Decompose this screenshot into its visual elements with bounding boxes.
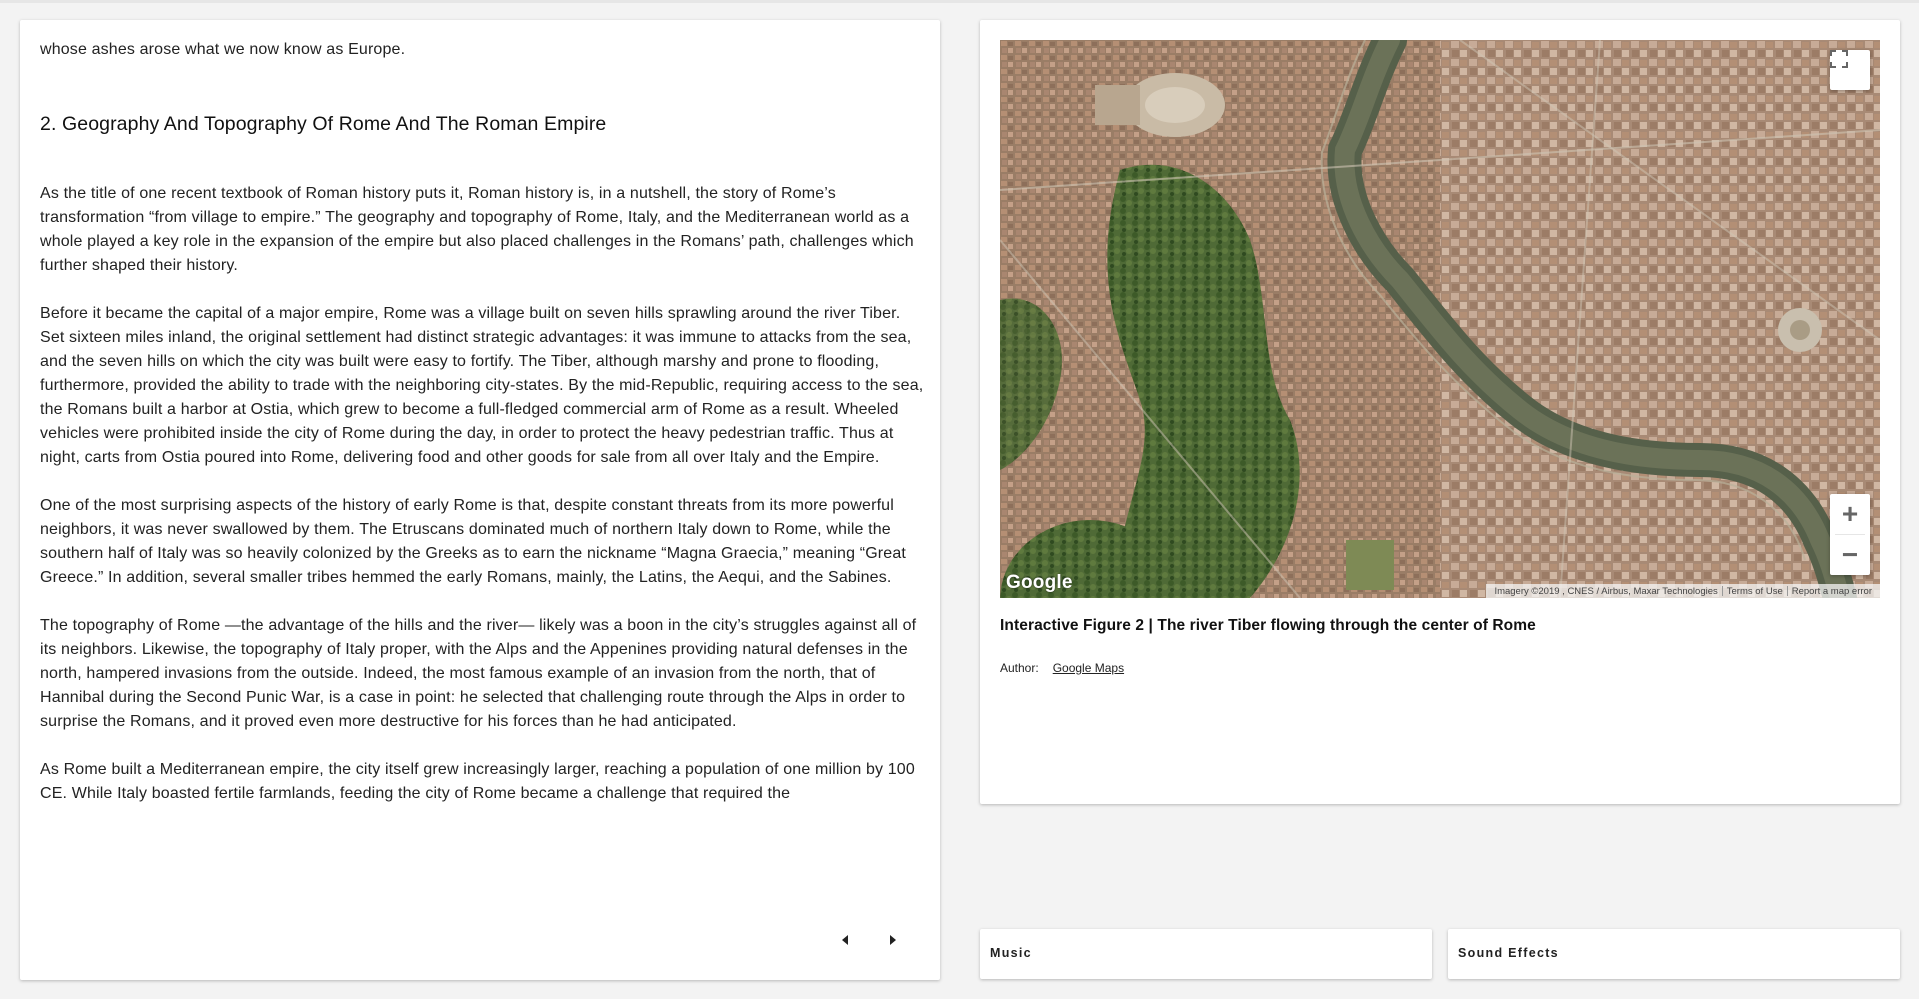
figure-card: [980, 20, 1900, 804]
page-navigation: [834, 930, 904, 950]
fullscreen-icon: [1830, 50, 1848, 68]
top-bar: [0, 0, 1919, 3]
plus-icon: +: [1841, 498, 1859, 529]
previous-page-button[interactable]: [834, 930, 856, 950]
music-panel[interactable]: [980, 929, 1432, 979]
article-paragraph: Before it became the capital of a major empire, Rome was a village built on seven hills sprawling around the river Tiber. Set sixteen miles inland, the original settlement had distinct strategic advantages: it was immune to attacks from the sea, and the seven hills on which the city was built were easy to fortify. The Tiber, although marshy and prone to flooding, furthermore, provided the ability to trade with the neighboring city-states. By the mid-Republic, requiring access to the sea, the Romans built a harbor at Ostia, which grew to become a full-fledged commercial arm of Rome as a result. Wheeled vehicles were prohibited inside the city of Rome during the day, in order to protect the heavy pedestrian traffic. Thus at night, carts from Ostia poured into Rome, delivering food and other goods for sale from all over Italy and the Empire.: [40, 305, 924, 466]
report-map-error-link[interactable]: Report a map error: [1791, 585, 1872, 597]
zoom-in-button[interactable]: [1830, 494, 1870, 534]
next-page-button[interactable]: [882, 930, 904, 950]
zoom-out-button[interactable]: [1830, 535, 1870, 575]
article-paragraph: As Rome built a Mediterranean empire, the city itself grew increasingly larger, reaching a population of one million by 100 CE. While Italy boasted fertile farmlands, feeding the city of Rome became a challenge that required the: [40, 761, 915, 802]
music-label: Music: [990, 946, 1032, 960]
author-link[interactable]: Google Maps: [1052, 661, 1125, 675]
sound-effects-label: Sound Effects: [1458, 946, 1559, 960]
satellite-imagery: [1000, 40, 1880, 598]
google-logo[interactable]: Google: [1006, 572, 1073, 593]
fullscreen-button[interactable]: [1830, 50, 1870, 90]
article-content[interactable]: [40, 38, 925, 904]
article-paragraph: As the title of one recent textbook of Roman history puts it, Roman history is, in a nutshell, the story of Rome’s transformation “from village to empire.” The geography and topography of Rome, Italy, and the Mediterranean world as a whole played a key role in the expansion of the empire but also placed challenges in the Romans’ path, challenges which further shaped their history.: [40, 185, 914, 274]
author-label: Author:: [1000, 661, 1039, 675]
satellite-map[interactable]: [1000, 40, 1880, 598]
zoom-controls: [1830, 494, 1870, 575]
map-attribution: [1486, 584, 1880, 598]
article-card: [20, 20, 940, 980]
section-heading: 2. Geography And Topography Of Rome And The Roman Empire: [40, 113, 607, 135]
article-intro-tail: whose ashes arose what we now know as Europe.: [40, 41, 406, 58]
figure-caption: Interactive Figure 2 | The river Tiber flowing through the center of Rome: [1000, 617, 1536, 634]
article-paragraph: One of the most surprising aspects of the history of early Rome is that, despite constant threats from its more powerful neighbors, it was never swallowed by them. The Etruscans dominated much of northern Italy down to Rome, while the southern half of Italy was so heavily colonized by the Greeks as to earn the nickname “Magna Graecia,” meaning “Great Greece.” In addition, several smaller tribes hemmed the early Romans, mainly, the Latins, the Aequi, and the Sabines.: [40, 497, 906, 586]
minus-icon: −: [1841, 539, 1859, 570]
sound-effects-panel[interactable]: [1448, 929, 1900, 979]
caret-right-icon: [890, 935, 896, 945]
article-paragraph: The topography of Rome —the advantage of the hills and the river— likely was a boon in the city’s struggles against all of its neighbors. Likewise, the topography of Italy proper, with the Alps and the Appenines providing natural defenses in the north, hampered invasions from the outside. Indeed, the most famous example of an invasion from the north, that of Hannibal during the Second Punic War, is a case in point: he selected that challenging route through the Alps in order to surprise the Romans, and it proved even more destructive for his forces than he had anticipated.: [40, 617, 917, 730]
imagery-credit: Imagery ©2019 , CNES / Airbus, Maxar Technologies: [1494, 585, 1718, 597]
terms-of-use-link[interactable]: Terms of Use: [1726, 585, 1783, 597]
caret-left-icon: [842, 935, 848, 945]
author-row: [1000, 661, 1124, 675]
